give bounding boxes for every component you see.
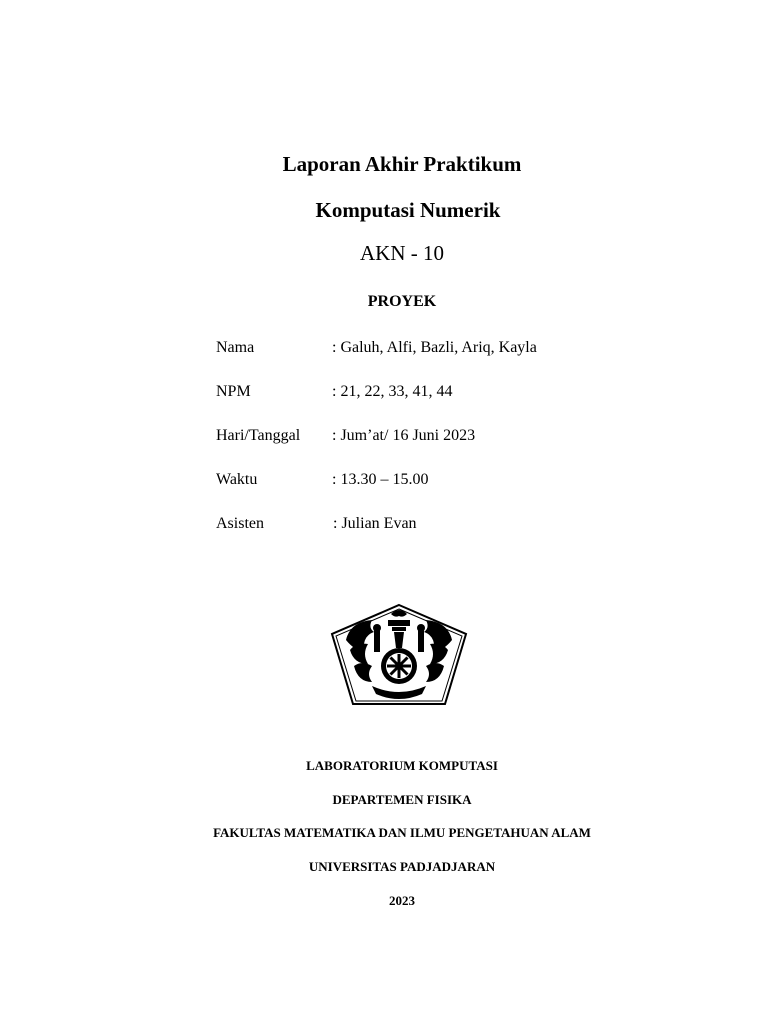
lab-name: LABORATORIUM KOMPUTASI [306, 758, 498, 773]
info-label: Waktu [216, 471, 258, 488]
info-label: Nama [216, 339, 255, 356]
university-name: UNIVERSITAS PADJADJARAN [308, 859, 496, 874]
info-value: : Jum’at/ 16 Juni 2023 [332, 427, 476, 444]
info-label: NPM [216, 383, 251, 400]
department-name: DEPARTEMEN FISIKA [332, 792, 472, 807]
info-label: Asisten [216, 515, 264, 532]
info-label: Hari/Tanggal [216, 427, 301, 444]
module-code: AKN - 10 [360, 241, 444, 265]
report-title: Laporan Akhir Praktikum [282, 152, 522, 176]
info-value: : 13.30 – 15.00 [332, 471, 429, 488]
report-subtitle: PROYEK [367, 293, 437, 310]
info-value: : 21, 22, 33, 41, 44 [332, 383, 453, 400]
year: 2023 [389, 893, 415, 908]
faculty-name: FAKULTAS MATEMATIKA DAN ILMU PENGETAHUAN ALAM [213, 825, 591, 840]
course-title: Komputasi Numerik [315, 198, 501, 222]
university-emblem-icon [328, 602, 470, 708]
info-value: : Galuh, Alfi, Bazli, Ariq, Kayla [332, 339, 537, 356]
info-value: : Julian Evan [333, 515, 417, 532]
